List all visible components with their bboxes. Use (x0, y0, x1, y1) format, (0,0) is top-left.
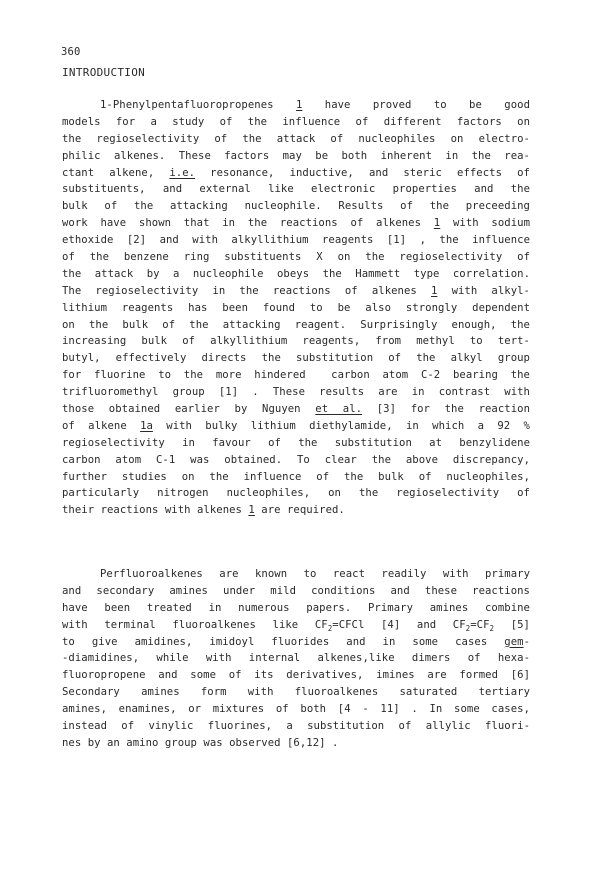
text-line: work have shown that in the reactions of alkenes 1 with sodium (62, 217, 530, 230)
text-line: further studies on the influence of the bulk of nucleophiles, (62, 470, 530, 483)
text-line: fluoropropene and some of its derivatives, imines are formed [6] (62, 669, 530, 682)
text-line: trifluoromethyl group [1] . These results are in contrast with (62, 386, 530, 399)
text-line: philic alkenes. These factors may be both inherent in the rea- (62, 149, 530, 162)
section-heading: INTRODUCTION (62, 66, 146, 79)
text-line: increasing bulk of alkyllithium reagents, from methyl to tert- (62, 335, 530, 348)
text-line: Secondary amines form with fluoroalkenes saturated tertiary (62, 686, 530, 699)
underlined-term: i.e. (169, 166, 196, 179)
text-line: carbon atom C-1 was obtained. To clear the above discrepancy, (62, 453, 530, 466)
text-line: those obtained earlier by Nguyen et al. [3] for the reaction (62, 403, 530, 416)
subscript: 2 (327, 623, 333, 633)
text-line: ctant alkene, i.e. resonance, inductive, and steric effects of (62, 166, 530, 179)
text-line: their reactions with alkenes 1 are required. (62, 504, 345, 517)
underlined-term: 1 (433, 217, 441, 230)
underlined-term: 1a (140, 419, 153, 432)
paragraph-2 (62, 566, 530, 752)
underlined-term: gem (504, 635, 524, 648)
page-number: 360 (61, 46, 81, 58)
text-line: Perfluoroalkenes are known to react readily with primary (100, 568, 530, 580)
underlined-term: 1 (295, 99, 303, 111)
text-line: The regioselectivity in the reactions of alkenes 1 with alkyl- (62, 284, 530, 297)
text-line: particularly nitrogen nucleophiles, on the regioselectivity of (62, 487, 530, 500)
text-line: models for a study of the influence of different factors on (62, 115, 530, 128)
text-line: 1-Phenylpentafluoropropenes 1 have proved to be good (100, 99, 531, 111)
underlined-term: 1 (248, 504, 255, 517)
text-line: have been treated in numerous papers. Primary amines combine (62, 601, 530, 614)
text-line: -diamidines, while with internal alkenes,like dimers of hexa- (62, 652, 530, 665)
text-line: ethoxide [2] and with alkyllithium reagents [1] , the influence (62, 234, 530, 247)
text-line: of the benzene ring substituents X on the regioselectivity of (62, 251, 530, 264)
paragraph-1 (62, 97, 530, 519)
subscript: 2 (465, 623, 471, 633)
text-line: the regioselectivity of the attack of nucleophiles on electro- (62, 132, 530, 145)
text-line: of alkene 1a with bulky lithium diethylamide, in which a 92 % (62, 419, 530, 432)
text-line: nes by an amino group was observed [6,12] . (62, 736, 339, 749)
text-line: amines, enamines, or mixtures of both [4 - 11] . In some cases, (62, 703, 530, 716)
text-line: the attack by a nucleophile obeys the Hammett type correlation. (62, 267, 530, 280)
text-line: instead of vinylic fluorines, a substitution of allylic fluori- (62, 720, 530, 733)
text-line: with terminal fluoroalkenes like $CF_2=CFCl$ [4] and $CF_2=CF_2$ [5] (62, 618, 530, 633)
text-line: substituents, and external like electronic properties and the (62, 183, 530, 196)
text-line: bulk of the attacking nucleophile. Results of the preceeding (62, 200, 530, 213)
text-line: butyl, effectively directs the substitution of the alkyl group (62, 352, 530, 365)
text-line: for fluorine to the more hindered carbon atom C-2 bearing the (62, 369, 530, 382)
text-line: to give amidines, imidoyl fluorides and in some cases gem- (62, 635, 530, 648)
text-line: on the bulk of the attacking reagent. Surprisingly enough, the (62, 318, 530, 331)
underlined-term: 1 (430, 284, 438, 297)
text-line: lithium reagents has been found to be also strongly dependent (62, 301, 530, 314)
subscript: 2 (489, 623, 495, 633)
text-line: and secondary amines under mild conditions and these reactions (62, 584, 530, 597)
underlined-term: et al. (315, 403, 363, 416)
text-line: regioselectivity in favour of the substitution at benzylidene (62, 436, 530, 449)
